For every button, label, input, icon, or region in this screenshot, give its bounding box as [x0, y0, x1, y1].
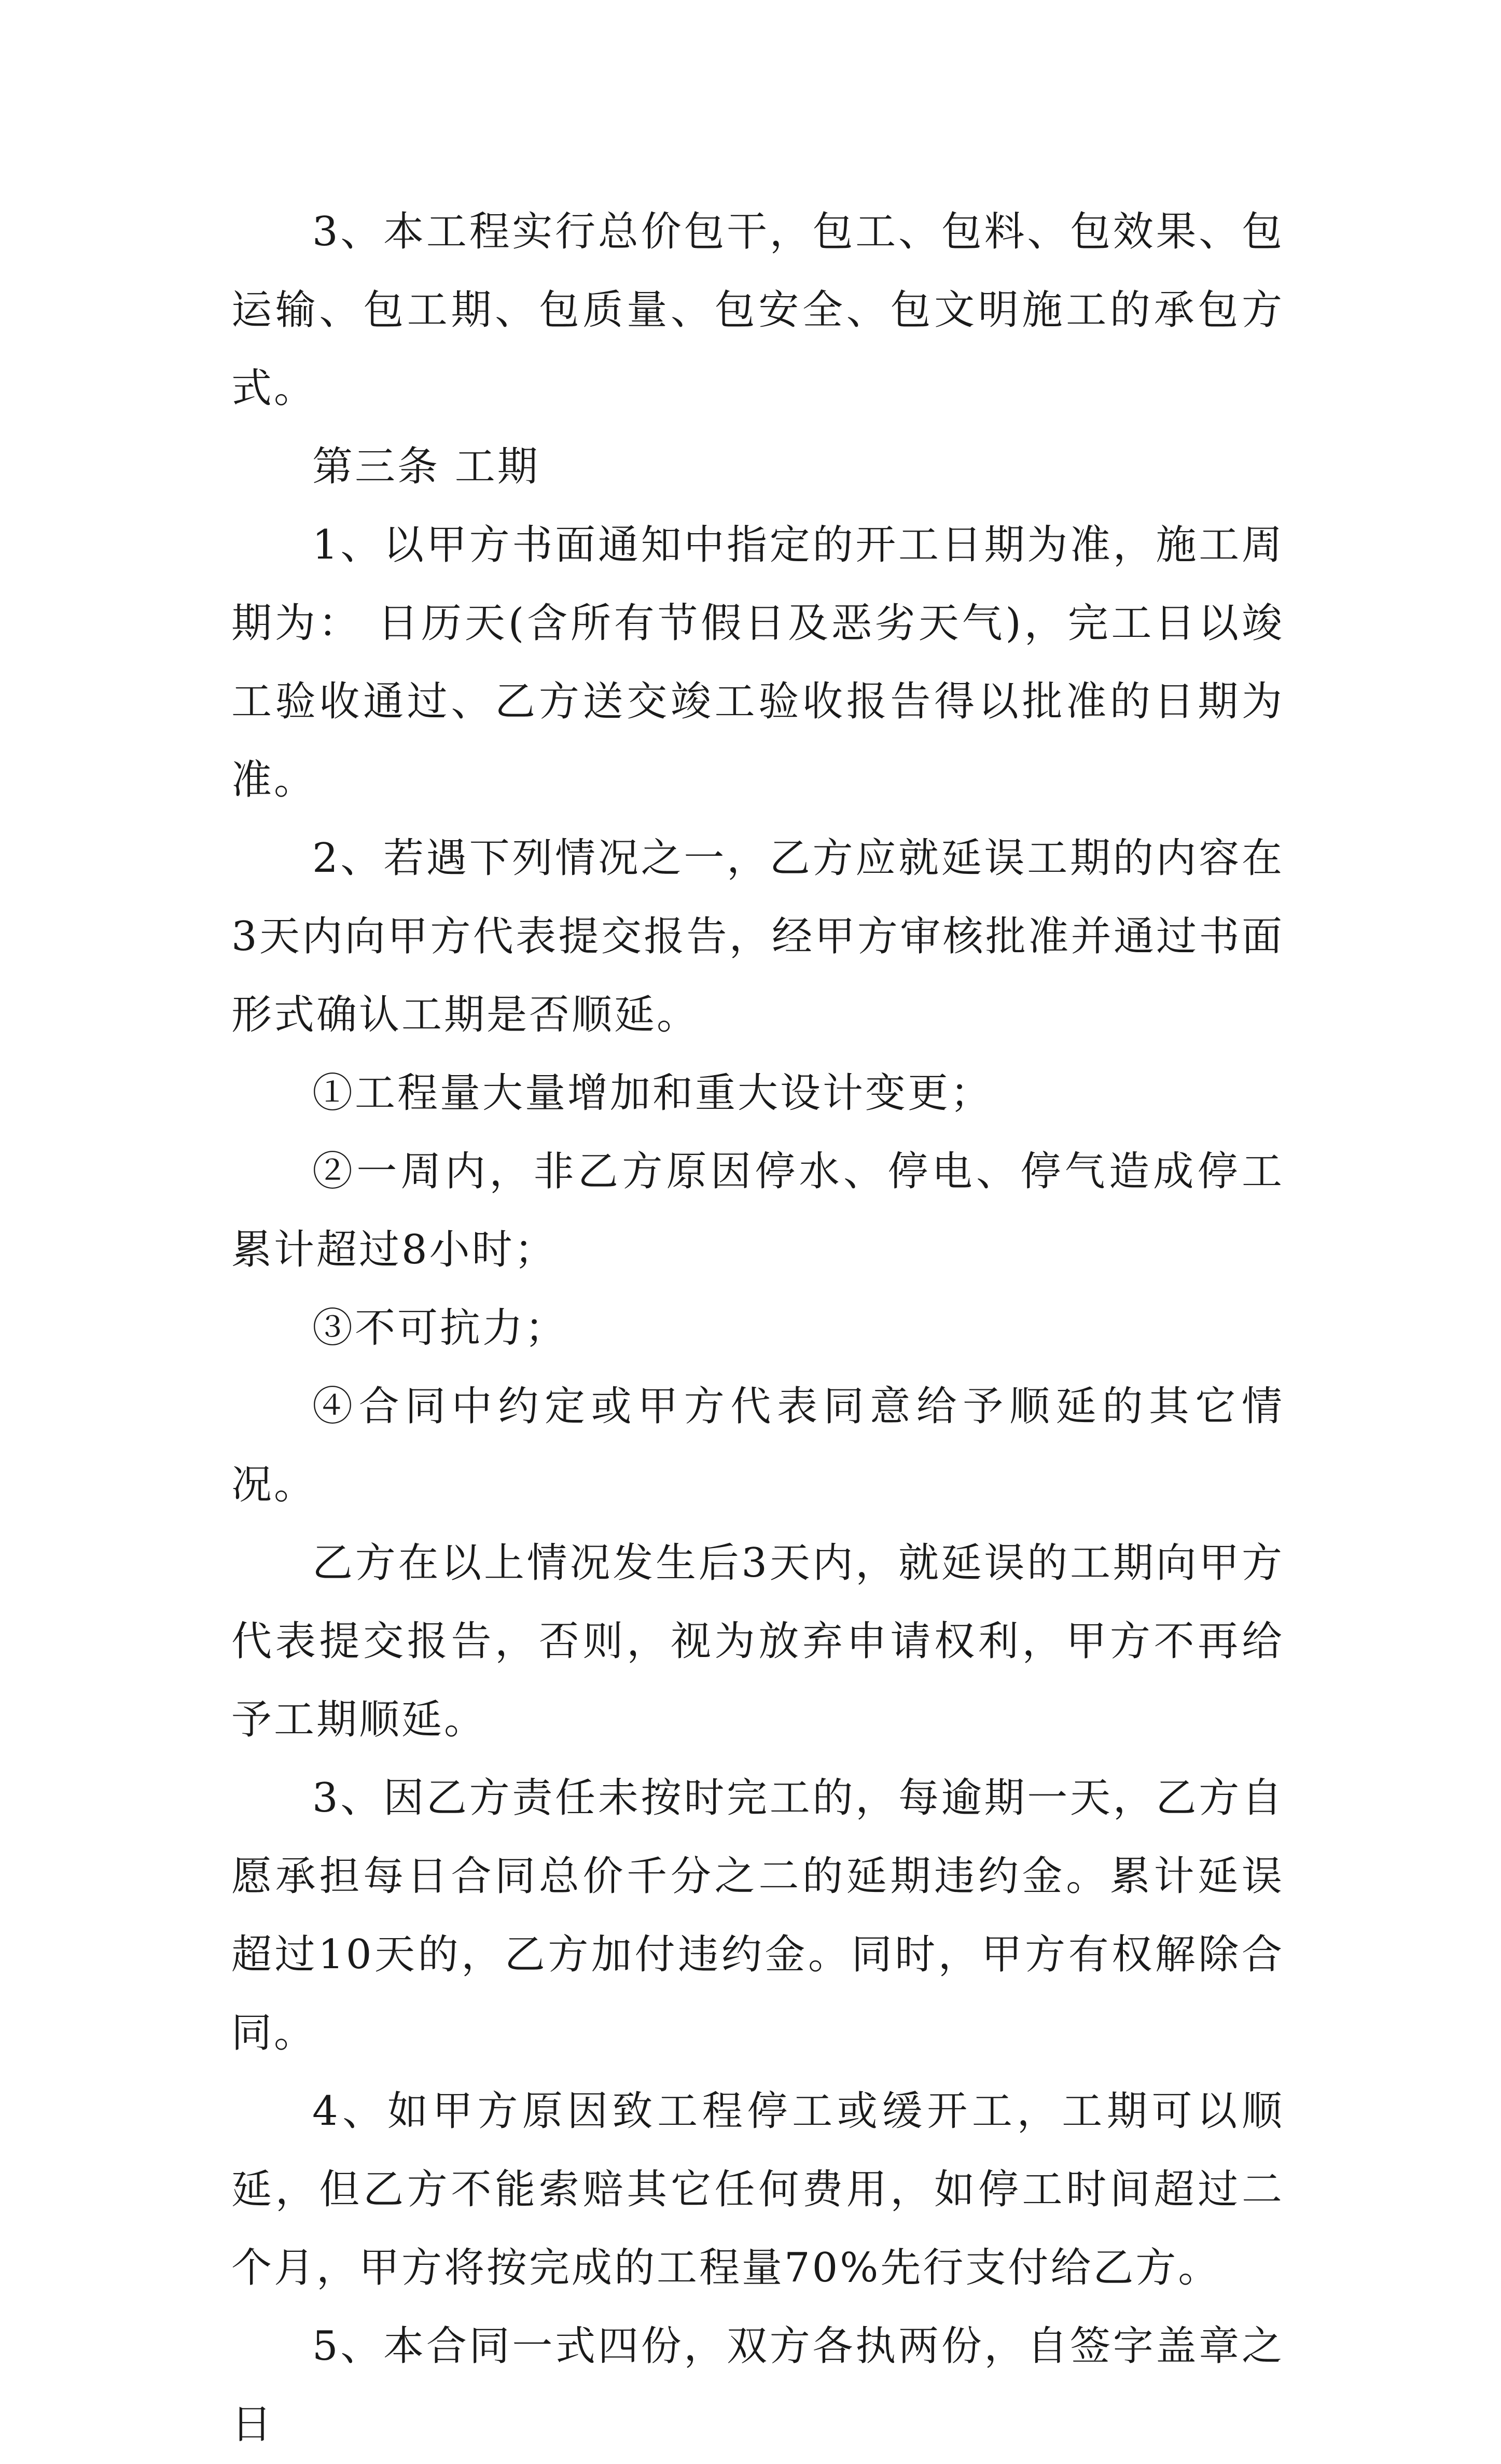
paragraph-duration-5: 5、本合同一式四份，双方各执两份，自签字盖章之日	[231, 2323, 1284, 2448]
paragraph-duration-2: 2、若遇下列情况之一，乙方应就延误工期的内容在3天内向甲方代表提交报告，经甲方审核批准并通过书面形式确认工期是否顺延。	[231, 835, 1284, 1038]
article-3-heading: 第三条 工期	[312, 443, 540, 490]
list-item-4: ④合同中约定或甲方代表同意给予顺延的其它情况。	[231, 1383, 1284, 1508]
paragraph-report-deadline: 乙方在以上情况发生后3天内，就延误的工期向甲方代表提交报告，否则，视为放弃申请权利，甲方不再给予工期顺延。	[231, 1540, 1284, 1743]
list-item-3: ③不可抗力；	[312, 1305, 568, 1352]
paragraph-duration-4: 4、如甲方原因致工程停工或缓开工，工期可以顺延，但乙方不能索赔其它任何费用，如停工时间超过二个月，甲方将按完成的工程量70%先行支付给乙方。	[231, 2088, 1284, 2291]
list-item-2: ②一周内，非乙方原因停水、停电、停气造成停工累计超过8小时；	[231, 1148, 1284, 1273]
paragraph-duration-3: 3、因乙方责任未按时完工的，每逾期一天，乙方自愿承担每日合同总价千分之二的延期违约金。累计延误超过10天的，乙方加付违约金。同时，甲方有权解除合同。	[231, 1775, 1284, 2056]
contract-text	[231, 193, 1284, 2464]
list-item-1: ①工程量大量增加和重大设计变更；	[312, 1070, 993, 1117]
paragraph-scope-3: 3、本工程实行总价包干，包工、包料、包效果、包运输、包工期、包质量、包安全、包文明施工的承包方式。	[231, 208, 1284, 412]
paragraph-duration-1: 1、以甲方书面通知中指定的开工日期为准，施工周期为： 日历天(含所有节假日及恶劣天气)，完工日以竣工验收通过、乙方送交竣工验收报告得以批准的日期为准。	[231, 522, 1284, 803]
